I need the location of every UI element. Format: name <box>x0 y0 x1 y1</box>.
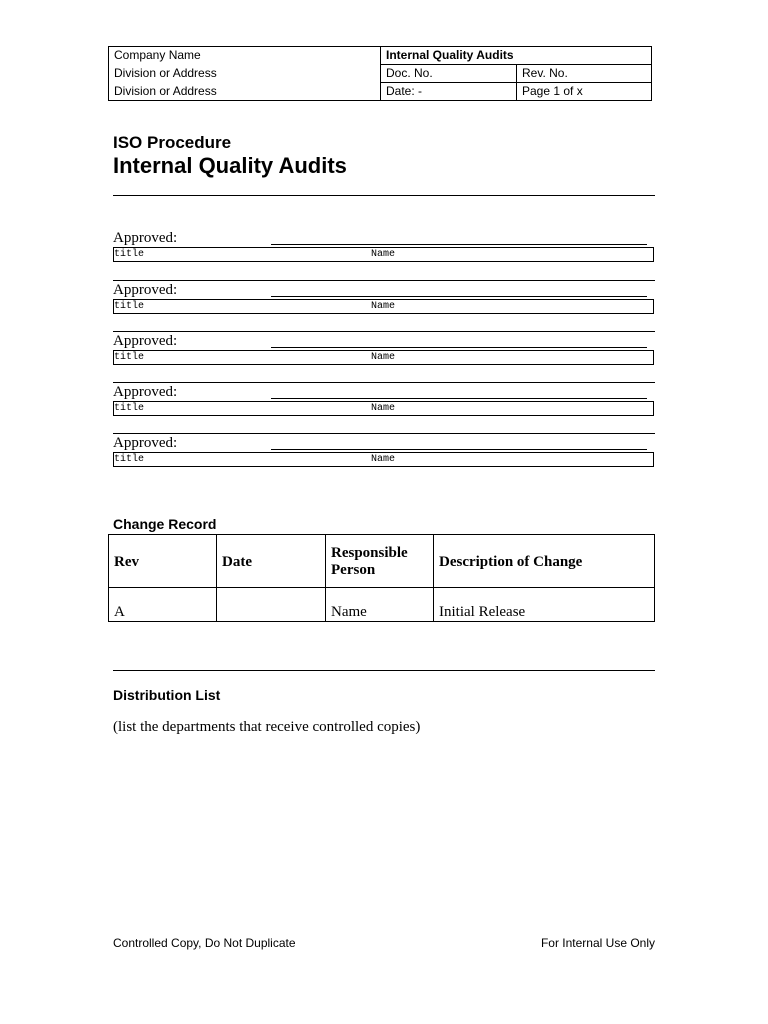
approver-name: Name <box>371 352 396 363</box>
cell-description: Initial Release <box>434 588 655 622</box>
change-record-heading: Change Record <box>113 516 217 532</box>
column-header-rev: Rev <box>109 535 217 588</box>
divider <box>113 331 655 332</box>
footer-internal-use: For Internal Use Only <box>540 936 655 950</box>
approval-block <box>113 333 657 367</box>
approver-title: title <box>114 249 145 260</box>
procedure-subtitle: ISO Procedure <box>113 133 232 152</box>
footer-controlled-copy: Controlled Copy, Do Not Duplicate <box>113 936 296 950</box>
signature-line[interactable] <box>271 347 647 348</box>
division-address: Division or Address <box>109 83 381 101</box>
approver-name: Name <box>371 301 396 312</box>
approved-label: Approved: <box>113 230 178 246</box>
approver-name: Name <box>371 454 396 465</box>
change-record-table <box>108 534 655 622</box>
company-name: Company Name <box>109 47 381 65</box>
approver-field[interactable] <box>113 299 654 314</box>
approver-title: title <box>114 454 145 465</box>
approved-label: Approved: <box>113 333 178 349</box>
column-header-date: Date <box>217 535 326 588</box>
approved-label: Approved: <box>113 435 178 451</box>
approval-block <box>113 384 657 418</box>
doc-number: Doc. No. <box>381 65 517 83</box>
divider <box>113 382 655 383</box>
document-header-table <box>108 46 652 101</box>
approval-block <box>113 230 657 264</box>
cell-person: Name <box>326 588 434 622</box>
approver-field[interactable] <box>113 350 654 365</box>
signature-line[interactable] <box>271 398 647 399</box>
approver-title: title <box>114 301 145 312</box>
signature-line[interactable] <box>271 449 647 450</box>
page-title: Internal Quality Audits <box>113 153 347 178</box>
column-header-description: Description of Change <box>434 535 655 588</box>
approver-field[interactable] <box>113 452 654 467</box>
approver-field[interactable] <box>113 247 654 262</box>
approver-field[interactable] <box>113 401 654 416</box>
approver-title: title <box>114 352 145 363</box>
header-doc-title: Internal Quality Audits <box>381 47 652 65</box>
doc-date: Date: - <box>381 83 517 101</box>
approved-label: Approved: <box>113 282 178 298</box>
page-number: Page 1 of x <box>517 83 652 101</box>
approval-block <box>113 435 657 469</box>
column-header-responsible-person: Responsible Person <box>326 535 434 588</box>
divider <box>113 670 655 671</box>
signature-line[interactable] <box>271 296 647 297</box>
divider <box>113 433 655 434</box>
rev-number: Rev. No. <box>517 65 652 83</box>
divider <box>113 195 655 196</box>
signature-line[interactable] <box>271 244 647 245</box>
distribution-note: (list the departments that receive controlled copies) <box>113 719 421 735</box>
approved-label: Approved: <box>113 384 178 400</box>
approval-block <box>113 282 657 316</box>
approver-title: title <box>114 403 145 414</box>
cell-date <box>217 588 326 622</box>
divider <box>113 280 655 281</box>
distribution-heading: Distribution List <box>113 687 221 703</box>
approver-name: Name <box>371 403 396 414</box>
table-row <box>109 588 655 622</box>
division-address: Division or Address <box>109 65 381 83</box>
cell-rev: A <box>109 588 217 622</box>
approver-name: Name <box>371 249 396 260</box>
